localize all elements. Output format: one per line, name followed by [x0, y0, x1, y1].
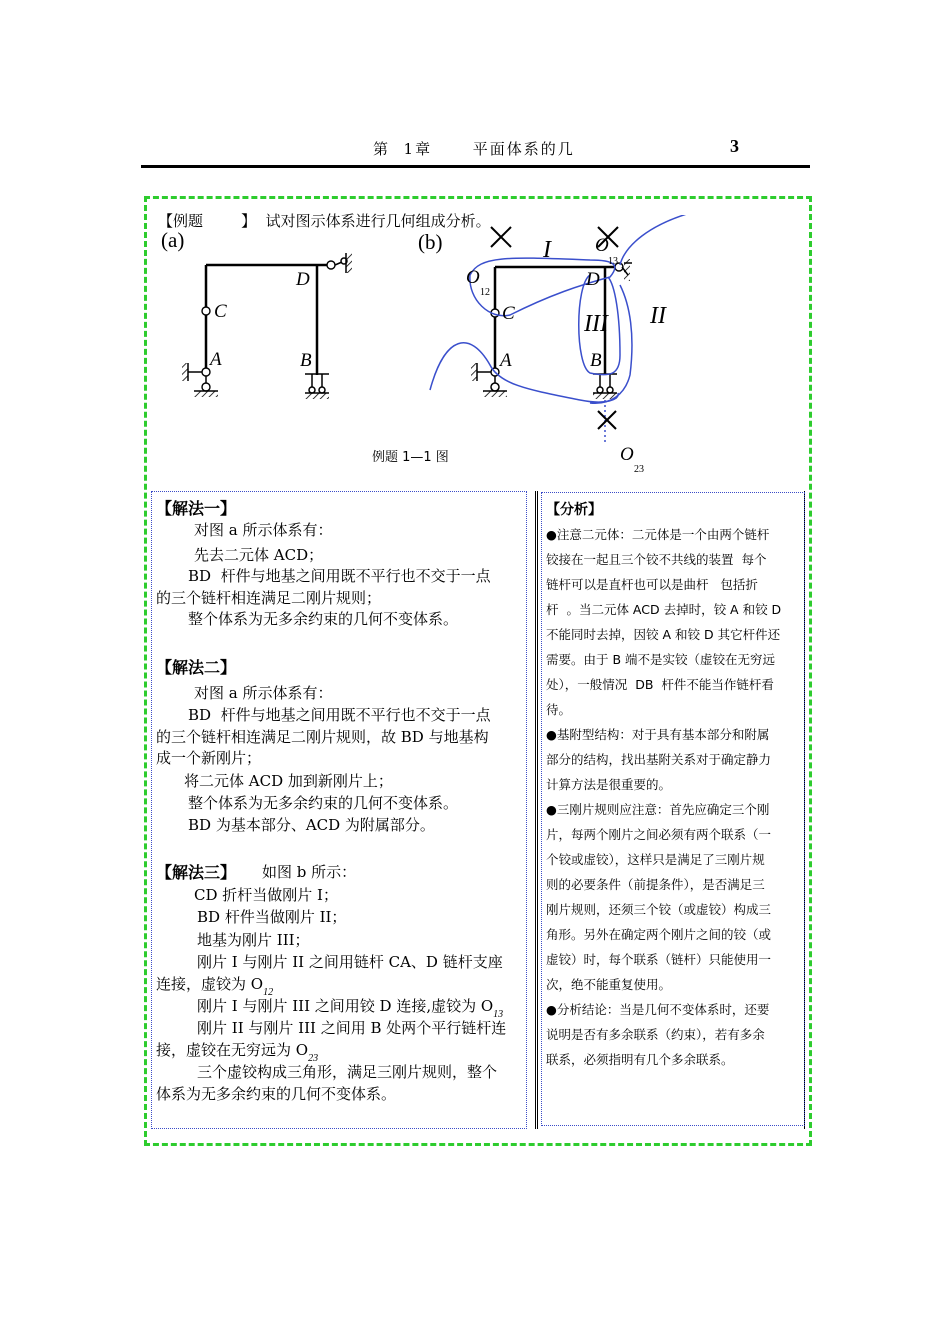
- analysis-line: 需要。由于 B 端不是实铰（虚铰在无穷远: [546, 652, 776, 667]
- page-number: 3: [730, 136, 739, 156]
- label-a-b: A: [500, 350, 512, 371]
- analysis-line: 次，绝不能重复使用。: [546, 977, 672, 992]
- method3-line: 刚片 I 与刚片 III 之间用铰 D 连接,虚铰为 $O_{13}$: [197, 997, 504, 1020]
- method1-line: 的三个链杆相连满足二刚片规则；: [156, 589, 382, 607]
- method3-title: 【解法三】: [156, 863, 237, 882]
- analysis-line: ●三刚片规则应注意：首先应确定三个刚: [546, 802, 770, 817]
- label-d-a: D: [296, 269, 310, 290]
- analysis-line: 铰接在一起且三个铰不共线的装置 每个: [546, 552, 767, 567]
- analysis-line: ●分析结论：当是几何不变体系时，还要: [546, 1002, 770, 1017]
- chapter-title: 第 1章 平面体系的几: [373, 140, 575, 158]
- method3-line: 地基为刚片 III；: [197, 931, 310, 949]
- label-c-b: C: [502, 303, 515, 324]
- label-ii: II: [650, 303, 666, 329]
- analysis-line: 刚片规则，还须三个铰（或虚铰）构成三: [546, 902, 772, 917]
- method3-line: 三个虚铰构成三角形，满足三刚片规则，整个: [197, 1063, 498, 1081]
- method1-line: 先去二元体 ACD；: [194, 546, 324, 564]
- method1-line: 对图 a 所示体系有：: [194, 521, 333, 539]
- sub-o13: 13: [608, 256, 618, 267]
- method2-line: BD 为基本部分、ACD 为附属部分。: [188, 816, 435, 834]
- method2-line: 的三个链杆相连满足二刚片规则，故 BD 与地基构: [156, 728, 489, 746]
- support-d-a: [335, 253, 352, 273]
- analysis-line: 角形。另外在确定两个刚片之间的铰（或: [546, 927, 772, 942]
- figure-caption: 例题 1—1 图: [372, 450, 449, 465]
- label-b-a: B: [300, 350, 312, 371]
- method1-line: 整个体系为无多余约束的几何不变体系。: [188, 610, 459, 628]
- page-header: [141, 136, 811, 162]
- sub-o23: 23: [634, 464, 644, 475]
- hinges-a: [202, 261, 335, 391]
- support-b-a: [305, 374, 329, 399]
- sub-o12: 12: [480, 287, 490, 298]
- fig-b-label: (b): [418, 230, 443, 254]
- support-b-b: [593, 374, 617, 399]
- analysis-title: 【分析】: [546, 502, 602, 518]
- method3-line: BD 杆件当做刚片 II；: [197, 908, 347, 926]
- method2-line: 成一个新刚片；: [156, 749, 262, 767]
- analysis-line: 虚铰）时，每个联系（链杆）只能使用一: [546, 952, 772, 967]
- analysis-line: 待。: [546, 702, 572, 717]
- analysis-line: ●注意二元体：二元体是一个由两个链杆: [546, 527, 770, 542]
- example-title: 【例题 】 试对图示体系进行几何组成分析。: [158, 212, 491, 230]
- method2-title: 【解法二】: [156, 658, 237, 677]
- label-b-b: B: [590, 350, 602, 371]
- method1-title: 【解法一】: [156, 499, 237, 518]
- header-rule: [141, 165, 810, 168]
- method3-title-suffix: 如图 b 所示：: [262, 863, 357, 881]
- analysis-line: 联系，必须指明有几个多余联系。: [546, 1052, 734, 1067]
- method3-line: 刚片 II 与刚片 III 之间用 B 处两个平行链杆连: [197, 1019, 507, 1037]
- method2-line: 将二元体 ACD 加到新刚片上；: [184, 772, 393, 790]
- method2-line: BD 杆件与地基之间用既不平行也不交于一点: [188, 706, 491, 724]
- method3-line: 接，虚铰在无穷远为 $O_{23}$: [156, 1041, 319, 1064]
- analysis-line: 片，每两个刚片之间必须有两个联系（一: [546, 827, 772, 842]
- label-d-b: D: [586, 269, 600, 290]
- label-o13: O: [595, 235, 609, 256]
- label-o12: O: [466, 267, 480, 288]
- analysis-line: 处），一般情况 DB 杆件不能当作链杆看: [546, 677, 774, 692]
- analysis-line: 不能同时去掉，因铰 A 和铰 D 其它杆件还: [546, 627, 781, 642]
- analysis-line: 说明是否有多余联系（约束），若有多余: [546, 1027, 765, 1042]
- analysis-line: 计算方法是很重要的。: [546, 777, 672, 792]
- fig-a-label: (a): [161, 228, 185, 252]
- support-d-b: [622, 259, 632, 281]
- label-a-a: A: [210, 349, 222, 370]
- label-i: I: [543, 237, 551, 263]
- example-figure: [150, 215, 790, 480]
- analysis-line: 链杆可以是直杆也可以是曲杆 包括折: [546, 577, 758, 592]
- analysis-line: ●基附型结构：对于具有基本部分和附属: [546, 727, 770, 742]
- analysis-line: 部分的结构，找出基附关系对于确定静力: [546, 752, 772, 767]
- label-iii: III: [584, 311, 608, 337]
- method2-line: 对图 a 所示体系有：: [194, 684, 333, 702]
- method2-line: 整个体系为无多余约束的几何不变体系。: [188, 794, 459, 812]
- method3-line: 体系为无多余约束的几何不变体系。: [156, 1085, 397, 1103]
- method3-line: 刚片 I 与刚片 II 之间用链杆 CA、D 链杆支座: [197, 953, 503, 971]
- analysis-line: 个铰或虚铰），这样只是满足了三刚片规: [546, 852, 765, 867]
- analysis-line: 则的必要条件（前提条件），是否满足三: [546, 877, 765, 892]
- method3-line: CD 折杆当做刚片 I；: [194, 886, 338, 904]
- method1-line: BD 杆件与地基之间用既不平行也不交于一点: [188, 567, 491, 585]
- label-c-a: C: [214, 301, 227, 322]
- analysis-line: 杆 。当二元体 ACD 去掉时，铰 A 和铰 D: [546, 602, 782, 617]
- label-o23: O: [620, 444, 634, 465]
- method3-line: 连接，虚铰为 $O_{12}$: [156, 975, 274, 998]
